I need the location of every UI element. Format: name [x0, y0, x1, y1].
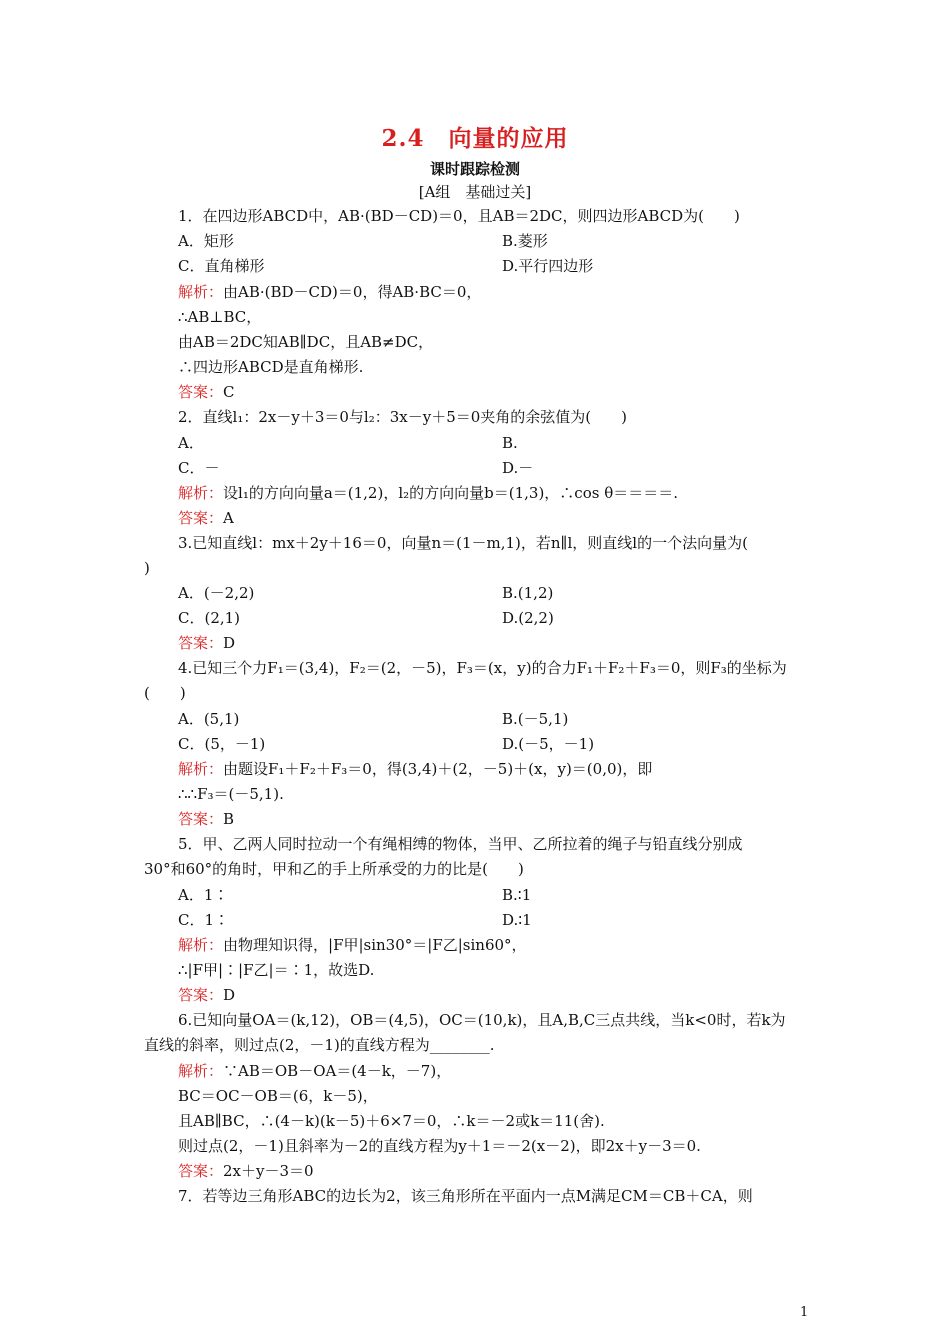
solution-label: 解析：: [178, 760, 224, 778]
answer-line: 答案：A: [178, 509, 234, 527]
answer-label: 答案：: [178, 383, 224, 401]
solution-line: 且AB∥BC，∴(4－k)(k－5)＋6×7＝0，∴k＝－2或k＝11(舍).: [178, 1112, 605, 1130]
question-4: 4.已知三个力F₁＝(3,4)，F₂＝(2，－5)，F₃＝(x，y)的合力F₁＋F₂＋F₃＝0，则F₃的坐标为: [178, 659, 787, 677]
solution-line: ∴AB⊥BC，: [178, 308, 262, 326]
question-5-cont: 30°和60°的角时，甲和乙的手上所承受的力的比是( ): [144, 860, 524, 878]
solution-line: 解析：设l₁的方向向量a＝(1,2)，l₂的方向向量b＝(1,3)，∴cos θ＝＝＝＝.: [178, 484, 678, 502]
question-3: 3.已知直线l：mx＋2y＋16＝0，向量n＝(1－m,1)，若n∥l，则直线l的一个法向量为(: [178, 534, 748, 552]
solution-line: 解析：由AB·(BD－CD)＝0，得AB·BC＝0，: [178, 283, 482, 301]
solution-line: 由AB＝2DC知AB∥DC，且AB≠DC，: [178, 333, 434, 351]
answer-line: 答案：D: [178, 634, 236, 652]
question-2: 2．直线l₁：2x－y＋3＝0与l₂：3x－y＋5＝0夹角的余弦值为( ): [178, 408, 627, 426]
option-b: B.(1,2): [502, 584, 554, 602]
question-7: 7．若等边三角形ABC的边长为2，该三角形所在平面内一点M满足CM＝CB＋CA，则: [178, 1187, 753, 1205]
option-a: A．(－2,2): [178, 584, 255, 602]
solution-line: 则过点(2，－1)且斜率为－2的直线方程为y＋1＝－2(x－2)，即2x＋y－3＝0.: [178, 1137, 701, 1155]
option-c: C．1∶: [178, 911, 230, 929]
solution-label: 解析：: [178, 283, 224, 301]
option-b: B.(－5,1): [502, 710, 569, 728]
option-b: B.∶1: [502, 886, 532, 904]
option-c: C．－: [178, 459, 220, 477]
question-6: 6.已知向量OA＝(k,12)，OB＝(4,5)，OC＝(10,k)，且A,B,C三点共线，当k<0时，若k为: [178, 1011, 786, 1029]
question-4-cont: ( ): [144, 684, 186, 702]
page-title: 2.4 向量的应用: [381, 125, 569, 152]
solution-line: ∴|F甲|∶|F乙|＝∶1，故选D.: [178, 961, 375, 979]
question-1: 1．在四边形ABCD中，AB·(BD－CD)＝0，且AB＝2DC，则四边形ABCD为( ): [178, 207, 740, 225]
option-a: A．矩形: [178, 232, 234, 250]
page-number: 1: [800, 1305, 809, 1320]
answer-label: 答案：: [178, 810, 224, 828]
answer-label: 答案：: [178, 986, 224, 1004]
option-c: C．(2,1): [178, 609, 241, 627]
option-a: A．: [178, 434, 204, 452]
answer-label: 答案：: [178, 1162, 224, 1180]
answer-line: 答案：C: [178, 383, 235, 401]
solution-label: 解析：: [178, 1062, 224, 1080]
option-d: D.∶1: [502, 911, 532, 929]
option-d: D.－: [502, 459, 534, 477]
solution-line: 解析：∵AB＝OB－OA＝(4－k，－7)，: [178, 1062, 452, 1080]
solution-line: 解析：由题设F₁＋F₂＋F₃＝0，得(3,4)＋(2，－5)＋(x，y)＝(0,0)，即: [178, 760, 653, 778]
section-label: [A组 基础过关]: [418, 183, 532, 201]
page-subtitle: 课时跟踪检测: [429, 160, 520, 178]
answer-label: 答案：: [178, 634, 224, 652]
solution-line: BC＝OC－OB＝(6，k－5)，: [178, 1087, 378, 1105]
solution-line: ∴四边形ABCD是直角梯形.: [178, 358, 364, 376]
question-6-cont: 直线的斜率，则过点(2，－1)的直线方程为________.: [144, 1036, 495, 1054]
solution-line: ∴∴F₃＝(－5,1).: [178, 785, 284, 803]
answer-line: 答案：2x＋y－3＝0: [178, 1162, 314, 1180]
question-5: 5．甲、乙两人同时拉动一个有绳相缚的物体，当甲、乙所拉着的绳子与铅直线分别成: [178, 835, 743, 853]
option-d: D.平行四边形: [502, 257, 594, 275]
option-d: D.(2,2): [502, 609, 554, 627]
answer-line: 答案：D: [178, 986, 236, 1004]
answer-line: 答案：B: [178, 810, 235, 828]
question-3-cont: ): [144, 559, 150, 577]
solution-line: 解析：由物理知识得，|F甲|sin30°＝|F乙|sin60°，: [178, 936, 527, 954]
option-b: B.: [502, 434, 518, 452]
option-d: D.(－5，－1): [502, 735, 595, 753]
solution-label: 解析：: [178, 936, 224, 954]
solution-label: 解析：: [178, 484, 224, 502]
option-c: C．(5，－1): [178, 735, 266, 753]
answer-label: 答案：: [178, 509, 224, 527]
option-a: A．(5,1): [178, 710, 240, 728]
option-c: C．直角梯形: [178, 257, 265, 275]
option-b: B.菱形: [502, 232, 548, 250]
option-a: A．1∶: [178, 886, 229, 904]
